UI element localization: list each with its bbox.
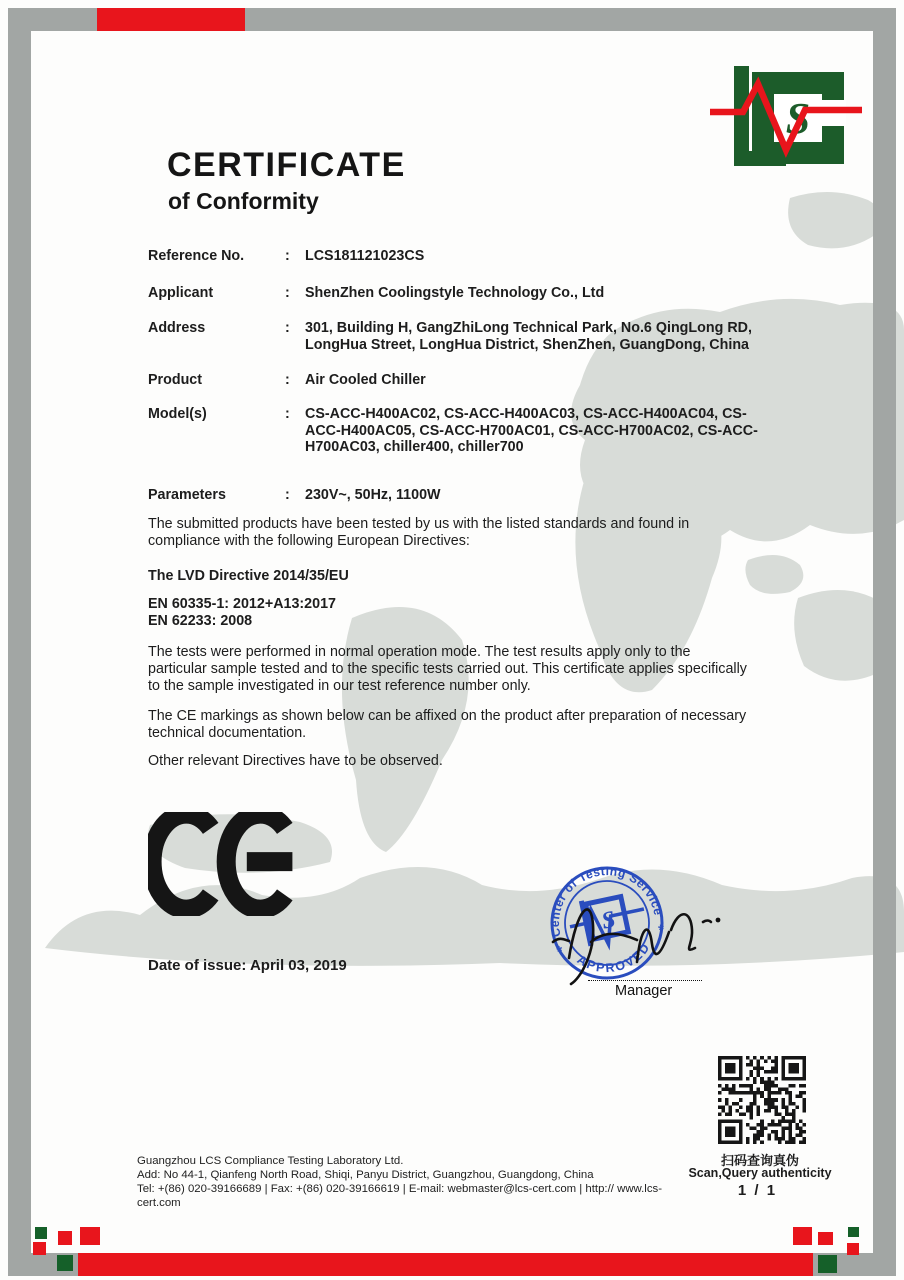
field-label: Product (148, 372, 203, 388)
footer-contacts: Tel: +(86) 020-39166689 | Fax: +(86) 020-39166619 | E-mail: webmaster@lcs-cert.com | http:// www.lcs-cert.com (137, 1182, 663, 1209)
standard-line-2: EN 62233: 2008 (148, 613, 253, 629)
page-indicator: 1 / 1 (737, 1182, 778, 1199)
date-of-issue: Date of issue: April 03, 2019 (148, 957, 347, 974)
colon: : (285, 406, 290, 422)
corner-square (33, 1242, 46, 1255)
frame-bottom-red (78, 1253, 813, 1276)
qr-code (718, 1056, 806, 1144)
field-row-models (148, 406, 788, 456)
frame-top-red-segment (97, 8, 245, 31)
colon: : (285, 320, 290, 336)
lcs-logo (710, 62, 862, 174)
qr-caption-zh: 扫码查询真伪 (720, 1153, 799, 1168)
field-value: 230V~, 50Hz, 1100W (305, 487, 441, 503)
corner-square (818, 1232, 833, 1245)
stamp-star-right: * (657, 921, 667, 940)
certificate-subtitle: of Conformity (168, 188, 319, 214)
field-value: LCS181121023CS (305, 248, 425, 264)
colon: : (285, 285, 290, 301)
colon: : (285, 248, 290, 264)
frame-right (873, 8, 896, 1276)
footer-lab-info (137, 1155, 697, 1211)
field-row-reference (148, 248, 788, 265)
signature-dotted-line (588, 968, 702, 981)
tests-paragraph: The tests were performed in normal operation mode. The test results apply only to the particular sample tested and to the specific tests carried out. This certificate applies specifically to the sample investigated in our test reference number only. (148, 644, 747, 694)
colon: : (285, 487, 290, 503)
corner-square (818, 1255, 837, 1273)
footer-company: Guangzhou LCS Compliance Testing Laboratory Ltd. (137, 1155, 404, 1167)
field-label: Model(s) (148, 406, 207, 422)
stamp-logo-letter: S (599, 906, 618, 935)
signer-title: Manager (615, 983, 673, 999)
stamp-bottom-arc-text: APPROVED (574, 939, 654, 976)
field-row-applicant (148, 285, 788, 302)
field-label: Applicant (148, 285, 214, 301)
field-value: Air Cooled Chiller (305, 372, 426, 388)
field-value: 301, Building H, GangZhiLong Technical Park, No.6 QingLong RD, LongHua Street, LongHua District, ShenZhen, GuangDong, China (305, 320, 752, 353)
frame-left (8, 8, 31, 1276)
corner-square (793, 1227, 812, 1245)
field-row-address (148, 320, 788, 353)
field-row-product (148, 372, 788, 389)
corner-square (57, 1255, 73, 1271)
corner-square (80, 1227, 100, 1245)
standard-line-1: EN 60335-1: 2012+A13:2017 (148, 596, 336, 612)
corner-square (848, 1227, 859, 1237)
field-label: Parameters (148, 487, 226, 503)
field-value: CS-ACC-H400AC02, CS-ACC-H400AC03, CS-ACC-H400AC04, CS-ACC-H400AC05, CS-ACC-H700AC01, CS-ACC-H700AC02, CS-ACC-H700AC03, chiller400, chiller700 (305, 406, 758, 455)
stamp-top-arc-text: Center of Testing Service (548, 864, 666, 939)
stamp-star-left: * (555, 943, 565, 961)
intro-paragraph: The submitted products have been tested by us with the listed standards and found in compliance with the following European Directives: (148, 516, 690, 549)
footer-address: Add: No 44-1, Qianfeng North Road, Shiqi, Panyu District, Guangzhou, Guangdong, China (137, 1168, 594, 1181)
directive-line: The LVD Directive 2014/35/EU (148, 568, 349, 584)
certificate-title: CERTIFICATE (167, 146, 406, 184)
field-label: Address (148, 320, 206, 336)
corner-square (58, 1231, 72, 1245)
corner-square (847, 1243, 859, 1255)
field-row-parameters (148, 487, 788, 504)
ce-markings-paragraph: The CE markings as shown below can be affixed on the product after preparation of necessary technical documentation. (148, 708, 747, 741)
corner-square (35, 1227, 47, 1239)
qr-caption-en: Scan,Query authenticity (688, 1166, 832, 1180)
ce-mark (148, 812, 300, 916)
field-label: Reference No. (148, 248, 245, 264)
colon: : (285, 372, 290, 388)
field-value: ShenZhen Coolingstyle Technology Co., Ltd (305, 285, 605, 301)
logo-letter: S (785, 94, 811, 143)
other-directives-paragraph: Other relevant Directives have to be observed. (148, 753, 443, 769)
